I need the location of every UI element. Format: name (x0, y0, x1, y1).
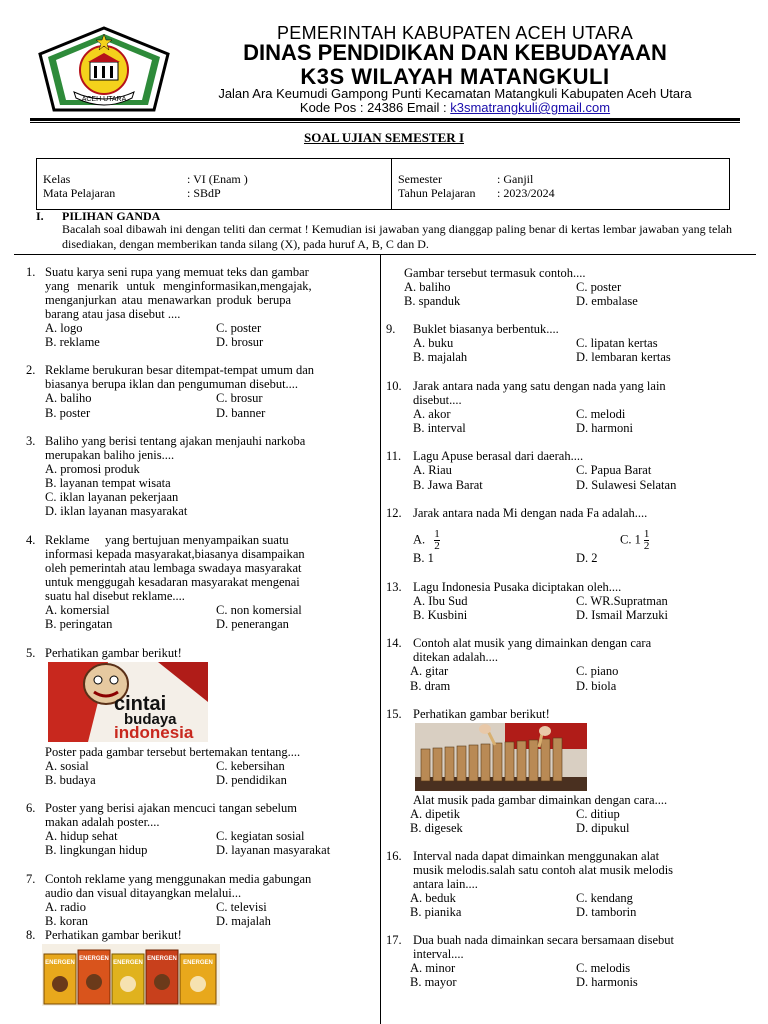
q16-option-d[interactable]: D. tamborin (576, 905, 637, 919)
q15-number: 15. (386, 707, 402, 721)
section-instruction: Bacalah soal dibawah ini dengan teliti dan cermat ! Kemudian isi jawaban yang dianggap paling benar di kertas lembar jawaban yang telah disediakan, dengan memberikan tanda silang (X), pada huruf A, B, C dan D. (62, 222, 732, 251)
q10-option-a[interactable]: A. akor (413, 407, 451, 421)
q6-option-b[interactable]: B. lingkungan hidup (45, 843, 148, 857)
fraction-half: $\frac{1}{2}$ (643, 528, 650, 552)
q6-option-c[interactable]: C. kegiatan sosial (216, 829, 305, 843)
q17-option-b[interactable]: B. mayor (410, 975, 457, 989)
q6-text-line: Poster yang berisi ajakan mencuci tangan sebelum (45, 801, 298, 815)
q4-text-line: suatu hal disebut reklame.... (45, 589, 185, 603)
q12-option-c[interactable]: C. 1 $\frac{1}{2}$ (620, 528, 650, 552)
q13-text-line: Lagu Indonesia Pusaka diciptakan oleh.... (413, 580, 622, 594)
email-link[interactable]: k3smatrangkuli@gmail.com (450, 100, 611, 115)
q8-option-a[interactable]: A. baliho (404, 280, 451, 294)
q10-number: 10. (386, 379, 402, 393)
q7-option-a[interactable]: A. radio (45, 900, 86, 914)
svg-text:ENERGEN: ENERGEN (147, 956, 177, 962)
q4-option-b[interactable]: B. peringatan (45, 617, 113, 631)
section-number: I. (36, 209, 44, 223)
q17-number: 17. (386, 933, 402, 947)
q1-option-b[interactable]: B. reklame (45, 335, 100, 349)
q16-text-line: antara lain.... (413, 877, 478, 891)
q7-option-d[interactable]: D. majalah (216, 914, 271, 928)
q3-option-a[interactable]: A. promosi produk (45, 462, 140, 476)
q12-option-a[interactable]: A. $\frac{1}{2}$ (413, 528, 440, 552)
svg-text:ENERGEN: ENERGEN (183, 960, 213, 966)
info-divider (391, 159, 392, 209)
q1-option-a[interactable]: A. logo (45, 321, 83, 335)
q6-option-a[interactable]: A. hidup sehat (45, 829, 118, 843)
q16-number: 16. (386, 849, 402, 863)
q11-option-d[interactable]: D. Sulawesi Selatan (576, 478, 677, 492)
tahun-label: Tahun Pelajaran (398, 186, 476, 200)
q9-option-a[interactable]: A. buku (413, 336, 454, 350)
header-rule-thick (30, 118, 740, 121)
q11-option-a[interactable]: A. Riau (413, 463, 452, 477)
q5-option-d[interactable]: D. pendidikan (216, 773, 287, 787)
questions-top-rule (14, 254, 756, 255)
q4-option-a[interactable]: A. komersial (45, 603, 110, 617)
q4-text-line: informasi kepada masyarakat,biasanya disampaikan (45, 547, 305, 561)
q1-number: 1. (26, 265, 36, 279)
header-organization: K3S WILAYAH MATANGKULI (300, 64, 610, 89)
q3-option-c[interactable]: C. iklan layanan pekerjaan (45, 490, 179, 504)
q14-option-b[interactable]: B. dram (410, 679, 451, 693)
q9-number: 9. (386, 322, 396, 336)
q9-option-b[interactable]: B. majalah (413, 350, 468, 364)
q6-number: 6. (26, 801, 36, 815)
q12-number: 12. (386, 506, 402, 520)
q13-option-c[interactable]: C. WR.Supratman (576, 594, 668, 608)
q8-continued-text: Gambar tersebut termasuk contoh.... (404, 266, 586, 280)
q4-text-line: untuk menggugah kesadaran masyarakat mengenai (45, 575, 300, 589)
q3-number: 3. (26, 434, 36, 448)
q10-option-c[interactable]: C. melodi (576, 407, 626, 421)
header-department: DINAS PENDIDIKAN DAN KEBUDAYAAN (243, 40, 667, 65)
q7-number: 7. (26, 872, 36, 886)
q5-option-b[interactable]: B. budaya (45, 773, 96, 787)
q13-option-a[interactable]: A. Ibu Sud (413, 594, 468, 608)
q8-text-line: Perhatikan gambar berikut! (45, 928, 182, 942)
svg-text:ENERGEN: ENERGEN (79, 956, 109, 962)
q8-option-c[interactable]: C. poster (576, 280, 622, 294)
svg-text:ACEH UTARA: ACEH UTARA (81, 96, 127, 103)
q4-option-d[interactable]: D. penerangan (216, 617, 289, 631)
q14-text-line: ditekan adalah.... (413, 650, 499, 664)
q1-text-line: yang menarik untuk menginformasikan,mengajak, (45, 279, 312, 293)
mapel-value: : SBdP (187, 186, 221, 200)
q14-option-a[interactable]: A. gitar (410, 664, 449, 678)
q7-text-line: Contoh reklame yang menggunakan media gabungan (45, 872, 312, 886)
q3-option-d[interactable]: D. iklan layanan masyarakat (45, 504, 188, 518)
semester-value: : Ganjil (497, 172, 534, 186)
q16-option-b[interactable]: B. pianika (410, 905, 462, 919)
q17-option-c[interactable]: C. melodis (576, 961, 631, 975)
q3-text-line: merupakan baliho jenis.... (45, 448, 175, 462)
q8-number: 8. (26, 928, 36, 942)
q15-option-d[interactable]: D. dipukul (576, 821, 630, 835)
header-rule-thin (30, 122, 740, 123)
q11-option-b[interactable]: B. Jawa Barat (413, 478, 483, 492)
kelas-label: Kelas (43, 172, 71, 186)
q12-option-b[interactable]: B. 1 (413, 551, 434, 565)
q15-option-b[interactable]: B. digesek (410, 821, 463, 835)
q1-option-d[interactable]: D. brosur (216, 335, 264, 349)
q2-text-line: biasanya berupa iklan dan pengumuman disebut.... (45, 377, 299, 391)
q11-number: 11. (386, 449, 402, 463)
q14-text-line: Contoh alat musik yang dimainkan dengan cara (413, 636, 652, 650)
svg-text:cintai: cintai (114, 693, 167, 715)
q10-text-line: Jarak antara nada yang satu dengan nada yang lain (413, 379, 666, 393)
q4-number: 4. (26, 533, 36, 547)
q10-option-d[interactable]: D. harmoni (576, 421, 633, 435)
q16-option-a[interactable]: A. beduk (410, 891, 456, 905)
q2-option-a[interactable]: A. baliho (45, 391, 92, 405)
q5-number: 5. (26, 646, 36, 660)
q2-text-line: Reklame berukuran besar ditempat-tempat umum dan (45, 363, 315, 377)
q13-option-d[interactable]: D. Ismail Marzuki (576, 608, 668, 622)
mapel-label: Mata Pelajaran (43, 186, 116, 200)
q10-text-line: disebut.... (413, 393, 462, 407)
q15-option-a[interactable]: A. dipetik (410, 807, 460, 821)
header-government: PEMERINTAH KABUPATEN ACEH UTARA (276, 23, 634, 43)
section-title: PILIHAN GANDA (62, 209, 161, 223)
q14-option-d[interactable]: D. biola (576, 679, 617, 693)
q5-option-c[interactable]: C. kebersihan (216, 759, 285, 773)
q16-text-line: Interval nada dapat dimainkan menggunakan alat (413, 849, 660, 863)
exam-title: SOAL UJIAN SEMESTER I (303, 130, 465, 145)
q3-option-b[interactable]: B. layanan tempat wisata (45, 476, 171, 490)
q15-option-c[interactable]: C. ditiup (576, 807, 620, 821)
exam-info-box (36, 158, 730, 210)
q12-option-d[interactable]: D. 2 (576, 551, 598, 565)
header-address: Jalan Ara Keumudi Gampong Punti Kecamatan Matangkuli Kabupaten Aceh Utara (218, 86, 692, 101)
q17-text-line: interval.... (413, 947, 464, 961)
q14-number: 14. (386, 636, 402, 650)
q1-option-c[interactable]: C. poster (216, 321, 262, 335)
q1-text-line: barang atau jasa disebut .... (45, 307, 181, 321)
q11-option-c[interactable]: C. Papua Barat (576, 463, 652, 477)
kelas-value: : VI (Enam ) (187, 172, 248, 186)
q1-text-line: menganjurkan atau menawarkan produk berupa (45, 293, 292, 307)
tahun-value: : 2023/2024 (497, 186, 555, 200)
xylophone-image (415, 723, 587, 791)
q7-option-c[interactable]: C. televisi (216, 900, 267, 914)
header-contact: Kode Pos : 24386 Email : k3smatrangkuli@gmail.com (299, 100, 611, 115)
column-divider (380, 255, 381, 1024)
q7-option-b[interactable]: B. koran (45, 914, 89, 928)
q1-text-line: Suatu karya seni rupa yang memuat teks dan gambar (45, 265, 309, 279)
q17-option-a[interactable]: A. minor (410, 961, 456, 975)
q8-option-d[interactable]: D. embalase (576, 294, 638, 308)
q13-option-b[interactable]: B. Kusbini (413, 608, 468, 622)
q2-number: 2. (26, 363, 36, 377)
fraction-half: $\frac{1}{2}$ (434, 528, 440, 552)
q16-text-line: musik melodis.salah satu contoh alat musik melodis (413, 863, 674, 877)
q13-number: 13. (386, 580, 402, 594)
q4-text-line: oleh pemerintah atau lembaga swadaya masyarakat (45, 561, 302, 575)
semester-label: Semester (398, 172, 442, 186)
q9-text-line: Buklet biasanya berbentuk.... (413, 322, 559, 336)
q12-text-line: Jarak antara nada Mi dengan nada Fa adalah.... (413, 506, 648, 520)
energen-packaging-image (42, 944, 220, 1006)
aceh-utara-emblem-icon (36, 26, 172, 112)
q15-text-line: Perhatikan gambar berikut! (413, 707, 550, 721)
q14-option-c[interactable]: C. piano (576, 664, 619, 678)
q3-text-line: Baliho yang berisi tentang ajakan menjauhi narkoba (45, 434, 306, 448)
svg-text:ENERGEN: ENERGEN (45, 960, 75, 966)
q9-option-d[interactable]: D. lembaran kertas (576, 350, 671, 364)
q5-option-a[interactable]: A. sosial (45, 759, 89, 773)
q5-text-line: Perhatikan gambar berikut! (45, 646, 182, 660)
q6-text-line: makan adalah poster.... (45, 815, 160, 829)
q11-text-line: Lagu Apuse berasal dari daerah.... (413, 449, 584, 463)
q4-option-c[interactable]: C. non komersial (216, 603, 302, 617)
q16-option-c[interactable]: C. kendang (576, 891, 633, 905)
svg-text:ENERGEN: ENERGEN (113, 960, 143, 966)
q5-text-line: Poster pada gambar tersebut bertemakan tentang.... (45, 745, 301, 759)
q6-option-d[interactable]: D. layanan masyarakat (216, 843, 331, 857)
q9-option-c[interactable]: C. lipatan kertas (576, 336, 658, 350)
q2-option-c[interactable]: C. brosur (216, 391, 263, 405)
q17-text-line: Dua buah nada dimainkan secara bersamaan disebut (413, 933, 675, 947)
letterhead (0, 0, 768, 120)
q7-text-line: audio dan visual ditayangkan melalui... (45, 886, 242, 900)
svg-text:budaya: budaya (124, 711, 177, 728)
svg-text:indonesia: indonesia (114, 723, 194, 742)
q8-option-b[interactable]: B. spanduk (404, 294, 461, 308)
q4-text-line: Reklame yang bertujuan menyampaikan suatu (45, 533, 289, 547)
q2-option-d[interactable]: D. banner (216, 406, 266, 420)
q10-option-b[interactable]: B. interval (413, 421, 466, 435)
q17-option-d[interactable]: D. harmonis (576, 975, 638, 989)
q15-text-line: Alat musik pada gambar dimainkan dengan cara.... (413, 793, 668, 807)
culture-poster-image (48, 662, 208, 742)
q2-option-b[interactable]: B. poster (45, 406, 91, 420)
